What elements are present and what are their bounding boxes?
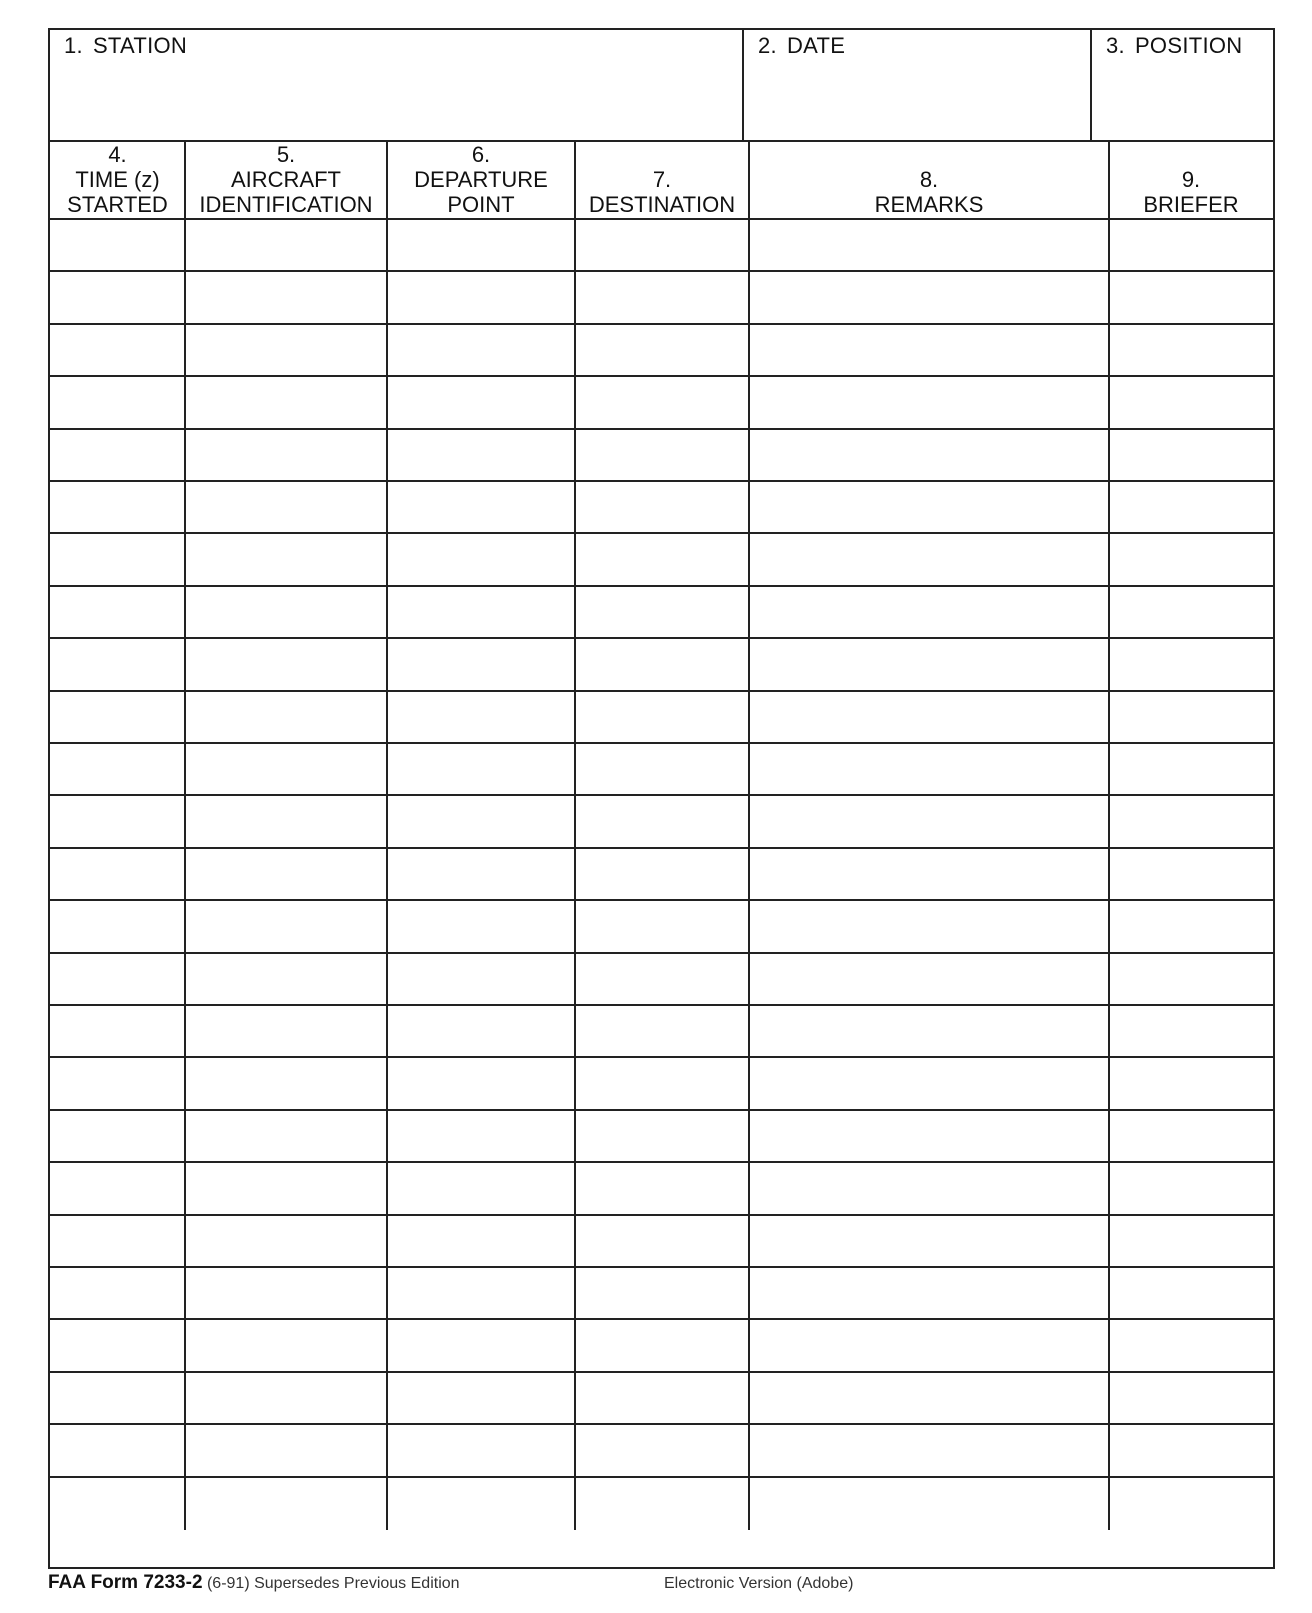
cell-time-started[interactable] xyxy=(50,692,185,742)
column-header-line: 9. xyxy=(1181,167,1201,192)
cell-aircraft-identification[interactable] xyxy=(185,744,387,794)
cell-aircraft-identification[interactable] xyxy=(185,1216,387,1266)
cell-departure-point[interactable] xyxy=(387,954,575,1004)
table-row xyxy=(50,220,1273,272)
cell-aircraft-identification[interactable] xyxy=(185,272,387,322)
cell-destination[interactable] xyxy=(575,1111,749,1161)
cell-briefer[interactable] xyxy=(1109,1163,1273,1213)
cell-aircraft-identification[interactable] xyxy=(185,1268,387,1318)
cell-departure-point[interactable] xyxy=(387,272,575,322)
table-row xyxy=(50,377,1273,429)
cell-briefer[interactable] xyxy=(1109,325,1273,375)
cell-briefer[interactable] xyxy=(1109,1320,1273,1370)
column-header-line: 5. xyxy=(276,142,296,167)
cell-briefer[interactable] xyxy=(1109,639,1273,689)
cell-remarks[interactable] xyxy=(749,1373,1109,1423)
cell-remarks[interactable] xyxy=(749,849,1109,899)
briefing-log-form xyxy=(48,28,1275,1569)
cell-remarks[interactable] xyxy=(749,954,1109,1004)
column-header-aircraft-identification xyxy=(185,142,387,218)
cell-destination[interactable] xyxy=(575,1373,749,1423)
cell-departure-point[interactable] xyxy=(387,377,575,427)
cell-time-started[interactable] xyxy=(50,639,185,689)
cell-briefer[interactable] xyxy=(1109,1373,1273,1423)
cell-departure-point[interactable] xyxy=(387,796,575,846)
cell-briefer[interactable] xyxy=(1109,1216,1273,1266)
table-row xyxy=(50,325,1273,377)
cell-briefer[interactable] xyxy=(1109,796,1273,846)
cell-destination[interactable] xyxy=(575,1058,749,1108)
table-row xyxy=(50,1320,1273,1372)
cell-destination[interactable] xyxy=(575,587,749,637)
column-header-departure-point xyxy=(387,142,575,218)
cell-destination[interactable] xyxy=(575,430,749,480)
cell-destination[interactable] xyxy=(575,1163,749,1213)
table-row xyxy=(50,587,1273,639)
column-header-line: 8. xyxy=(919,167,939,192)
position-label: POSITION xyxy=(1134,33,1243,58)
cell-time-started[interactable] xyxy=(50,430,185,480)
cell-departure-point[interactable] xyxy=(387,1111,575,1161)
cell-remarks[interactable] xyxy=(749,1058,1109,1108)
column-divider xyxy=(184,142,186,1530)
cell-remarks[interactable] xyxy=(749,1216,1109,1266)
column-divider xyxy=(748,142,750,1530)
cell-destination[interactable] xyxy=(575,796,749,846)
column-header-line: STARTED xyxy=(67,192,168,217)
cell-remarks[interactable] xyxy=(749,272,1109,322)
cell-aircraft-identification[interactable] xyxy=(185,849,387,899)
date-label: DATE xyxy=(786,33,846,58)
cell-destination[interactable] xyxy=(575,1478,749,1530)
cell-aircraft-identification[interactable] xyxy=(185,377,387,427)
column-divider xyxy=(1108,142,1110,1530)
form-version: Electronic Version (Adobe) xyxy=(664,1575,854,1592)
cell-destination[interactable] xyxy=(575,1320,749,1370)
position-field[interactable] xyxy=(1090,30,1273,140)
cell-destination[interactable] xyxy=(575,1425,749,1475)
cell-time-started[interactable] xyxy=(50,1320,185,1370)
cell-aircraft-identification[interactable] xyxy=(185,692,387,742)
form-id: FAA Form 7233-2 xyxy=(48,1572,203,1593)
cell-aircraft-identification[interactable] xyxy=(185,1373,387,1423)
table-row xyxy=(50,534,1273,586)
cell-remarks[interactable] xyxy=(749,534,1109,584)
cell-destination[interactable] xyxy=(575,377,749,427)
cell-departure-point[interactable] xyxy=(387,901,575,951)
table-row xyxy=(50,639,1273,691)
cell-aircraft-identification[interactable] xyxy=(185,1478,387,1530)
cell-time-started[interactable] xyxy=(50,1425,185,1475)
cell-departure-point[interactable] xyxy=(387,849,575,899)
cell-departure-point[interactable] xyxy=(387,639,575,689)
cell-briefer[interactable] xyxy=(1109,1111,1273,1161)
cell-briefer[interactable] xyxy=(1109,1058,1273,1108)
cell-departure-point[interactable] xyxy=(387,1320,575,1370)
cell-remarks[interactable] xyxy=(749,1478,1109,1530)
column-header-destination xyxy=(575,142,749,218)
cell-aircraft-identification[interactable] xyxy=(185,482,387,532)
column-header-line: 4. xyxy=(108,142,127,167)
column-header-remarks xyxy=(749,142,1109,218)
cell-destination[interactable] xyxy=(575,954,749,1004)
table-row xyxy=(50,692,1273,744)
cell-departure-point[interactable] xyxy=(387,430,575,480)
cell-time-started[interactable] xyxy=(50,1111,185,1161)
cell-briefer[interactable] xyxy=(1109,587,1273,637)
table-row xyxy=(50,1478,1273,1530)
cell-remarks[interactable] xyxy=(749,692,1109,742)
cell-aircraft-identification[interactable] xyxy=(185,1425,387,1475)
column-header-time-started xyxy=(50,142,185,218)
cell-departure-point[interactable] xyxy=(387,587,575,637)
cell-remarks[interactable] xyxy=(749,1006,1109,1056)
cell-aircraft-identification[interactable] xyxy=(185,325,387,375)
cell-briefer[interactable] xyxy=(1109,534,1273,584)
cell-destination[interactable] xyxy=(575,849,749,899)
cell-aircraft-identification[interactable] xyxy=(185,430,387,480)
cell-departure-point[interactable] xyxy=(387,325,575,375)
cell-time-started[interactable] xyxy=(50,220,185,270)
cell-time-started[interactable] xyxy=(50,272,185,322)
cell-destination[interactable] xyxy=(575,482,749,532)
cell-remarks[interactable] xyxy=(749,377,1109,427)
table-row xyxy=(50,482,1273,534)
cell-time-started[interactable] xyxy=(50,1006,185,1056)
cell-departure-point[interactable] xyxy=(387,220,575,270)
cell-briefer[interactable] xyxy=(1109,377,1273,427)
cell-destination[interactable] xyxy=(575,325,749,375)
cell-aircraft-identification[interactable] xyxy=(185,587,387,637)
cell-briefer[interactable] xyxy=(1109,1425,1273,1475)
cell-briefer[interactable] xyxy=(1109,272,1273,322)
cell-aircraft-identification[interactable] xyxy=(185,639,387,689)
cell-destination[interactable] xyxy=(575,901,749,951)
column-header-line: DESTINATION xyxy=(588,192,736,217)
table-row xyxy=(50,744,1273,796)
cell-time-started[interactable] xyxy=(50,482,185,532)
cell-time-started[interactable] xyxy=(50,954,185,1004)
cell-time-started[interactable] xyxy=(50,587,185,637)
table-row xyxy=(50,272,1273,324)
cell-remarks[interactable] xyxy=(749,587,1109,637)
cell-remarks[interactable] xyxy=(749,796,1109,846)
cell-briefer[interactable] xyxy=(1109,430,1273,480)
position-number: 3. xyxy=(1106,33,1125,58)
column-header-line: DEPARTURE xyxy=(414,167,548,192)
cell-departure-point[interactable] xyxy=(387,1006,575,1056)
cell-departure-point[interactable] xyxy=(387,1163,575,1213)
table-row xyxy=(50,1163,1273,1215)
table-row xyxy=(50,430,1273,482)
cell-remarks[interactable] xyxy=(749,325,1109,375)
cell-time-started[interactable] xyxy=(50,744,185,794)
cell-departure-point[interactable] xyxy=(387,1268,575,1318)
cell-destination[interactable] xyxy=(575,1006,749,1056)
form-footer xyxy=(48,1572,1275,1600)
cell-destination[interactable] xyxy=(575,744,749,794)
column-divider xyxy=(574,142,576,1530)
table-row xyxy=(50,796,1273,848)
cell-time-started[interactable] xyxy=(50,1373,185,1423)
cell-time-started[interactable] xyxy=(50,849,185,899)
cell-time-started[interactable] xyxy=(50,377,185,427)
table-row xyxy=(50,1006,1273,1058)
cell-aircraft-identification[interactable] xyxy=(185,1111,387,1161)
cell-departure-point[interactable] xyxy=(387,1425,575,1475)
cell-aircraft-identification[interactable] xyxy=(185,1320,387,1370)
cell-aircraft-identification[interactable] xyxy=(185,954,387,1004)
cell-time-started[interactable] xyxy=(50,325,185,375)
column-header-line: 6. xyxy=(471,142,491,167)
cell-departure-point[interactable] xyxy=(387,1478,575,1530)
column-header-line: POINT xyxy=(447,192,515,217)
cell-departure-point[interactable] xyxy=(387,692,575,742)
table-row xyxy=(50,1058,1273,1110)
station-field[interactable] xyxy=(50,30,742,140)
cell-aircraft-identification[interactable] xyxy=(185,1058,387,1108)
cell-remarks[interactable] xyxy=(749,639,1109,689)
cell-time-started[interactable] xyxy=(50,534,185,584)
cell-remarks[interactable] xyxy=(749,901,1109,951)
date-number: 2. xyxy=(758,33,777,58)
cell-departure-point[interactable] xyxy=(387,1058,575,1108)
cell-remarks[interactable] xyxy=(749,1425,1109,1475)
cell-destination[interactable] xyxy=(575,220,749,270)
table-row xyxy=(50,1425,1273,1477)
cell-aircraft-identification[interactable] xyxy=(185,901,387,951)
cell-briefer[interactable] xyxy=(1109,901,1273,951)
cell-remarks[interactable] xyxy=(749,482,1109,532)
table-row xyxy=(50,1268,1273,1320)
cell-briefer[interactable] xyxy=(1109,1478,1273,1530)
cell-destination[interactable] xyxy=(575,692,749,742)
cell-time-started[interactable] xyxy=(50,1268,185,1318)
cell-remarks[interactable] xyxy=(749,430,1109,480)
form-edition: (6-91) Supersedes Previous Edition xyxy=(206,1575,460,1592)
cell-time-started[interactable] xyxy=(50,1478,185,1530)
cell-destination[interactable] xyxy=(575,272,749,322)
cell-destination[interactable] xyxy=(575,639,749,689)
cell-briefer[interactable] xyxy=(1109,692,1273,742)
table-row xyxy=(50,901,1273,953)
log-table xyxy=(50,142,1273,220)
cell-remarks[interactable] xyxy=(749,1111,1109,1161)
date-field[interactable] xyxy=(742,30,1090,140)
table-row xyxy=(50,1111,1273,1163)
column-header-briefer xyxy=(1109,142,1273,218)
table-row xyxy=(50,954,1273,1006)
table-row xyxy=(50,1216,1273,1268)
cell-aircraft-identification[interactable] xyxy=(185,796,387,846)
cell-aircraft-identification[interactable] xyxy=(185,220,387,270)
column-header-line: 7. xyxy=(652,167,672,192)
cell-aircraft-identification[interactable] xyxy=(185,1006,387,1056)
cell-time-started[interactable] xyxy=(50,901,185,951)
cell-time-started[interactable] xyxy=(50,796,185,846)
column-header-line: AIRCRAFT xyxy=(231,167,341,192)
column-divider xyxy=(386,142,388,1530)
cell-briefer[interactable] xyxy=(1109,482,1273,532)
cell-time-started[interactable] xyxy=(50,1216,185,1266)
station-number: 1. xyxy=(64,33,83,58)
cell-destination[interactable] xyxy=(575,1268,749,1318)
cell-destination[interactable] xyxy=(575,1216,749,1266)
cell-destination[interactable] xyxy=(575,534,749,584)
cell-departure-point[interactable] xyxy=(387,1373,575,1423)
header-fields xyxy=(50,30,1273,142)
cell-briefer[interactable] xyxy=(1109,849,1273,899)
table-header xyxy=(50,142,1273,220)
column-header-line: TIME (z) xyxy=(75,167,160,192)
table-row xyxy=(50,1373,1273,1425)
cell-remarks[interactable] xyxy=(749,1163,1109,1213)
cell-briefer[interactable] xyxy=(1109,954,1273,1004)
column-header-line: BRIEFER xyxy=(1143,192,1239,217)
cell-departure-point[interactable] xyxy=(387,534,575,584)
station-label: STATION xyxy=(92,33,188,58)
column-header-line: IDENTIFICATION xyxy=(199,192,373,217)
cell-departure-point[interactable] xyxy=(387,744,575,794)
column-header-line: REMARKS xyxy=(874,192,984,217)
cell-remarks[interactable] xyxy=(749,1320,1109,1370)
cell-remarks[interactable] xyxy=(749,220,1109,270)
cell-briefer[interactable] xyxy=(1109,220,1273,270)
cell-departure-point[interactable] xyxy=(387,1216,575,1266)
cell-aircraft-identification[interactable] xyxy=(185,534,387,584)
cell-briefer[interactable] xyxy=(1109,1006,1273,1056)
cell-aircraft-identification[interactable] xyxy=(185,1163,387,1213)
cell-briefer[interactable] xyxy=(1109,744,1273,794)
table-row xyxy=(50,849,1273,901)
cell-remarks[interactable] xyxy=(749,1268,1109,1318)
cell-time-started[interactable] xyxy=(50,1058,185,1108)
cell-departure-point[interactable] xyxy=(387,482,575,532)
cell-remarks[interactable] xyxy=(749,744,1109,794)
cell-briefer[interactable] xyxy=(1109,1268,1273,1318)
cell-time-started[interactable] xyxy=(50,1163,185,1213)
